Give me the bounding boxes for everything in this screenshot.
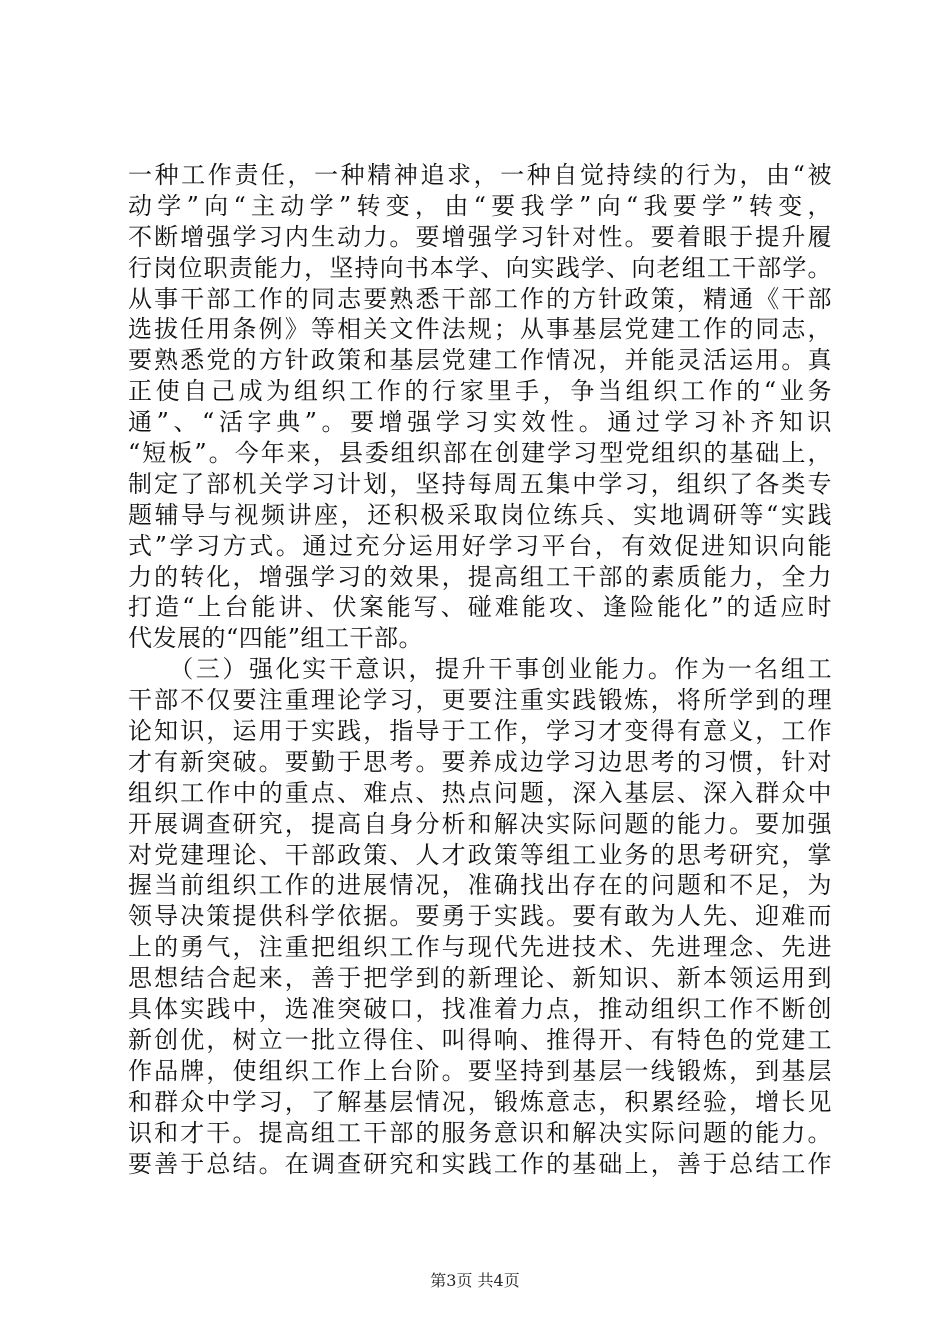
text-line: 干部不仅要注重理论学习，更要注重实践锻炼，将所学到的理 (128, 686, 832, 715)
text-line: （三）强化实干意识，提升干事创业能力。作为一名组工 (128, 655, 832, 684)
text-line: 要熟悉党的方针政策和基层党建工作情况，并能灵活运用。真 (128, 346, 832, 375)
text-line: “短板”。今年来，县委组织部在创建学习型党组织的基础上， (128, 439, 832, 468)
text-line: 新创优，树立一批立得住、叫得响、推得开、有特色的党建工 (128, 1025, 832, 1054)
text-line: 开展调查研究，提高自身分析和解决实际问题的能力。要加强 (128, 809, 832, 838)
text-line: 从事干部工作的同志要熟悉干部工作的方针政策，精通《干部 (128, 284, 832, 313)
text-line: 代发展的“四能”组工干部。 (128, 624, 424, 653)
text-line: 作品牌，使组织工作上台阶。要坚持到基层一线锻炼，到基层 (128, 1056, 832, 1085)
text-line: 力的转化，增强学习的效果，提高组工干部的素质能力，全力 (128, 562, 832, 591)
text-line: 领导决策提供科学依据。要勇于实践。要有敢为人先、迎难而 (128, 902, 832, 931)
text-line: 动学”向“主动学”转变，由“要我学”向“我要学”转变， (128, 191, 832, 220)
text-line: 才有新突破。要勤于思考。要养成边学习边思考的习惯，针对 (128, 747, 832, 776)
text-line: 选拔任用条例》等相关文件法规；从事基层党建工作的同志， (128, 315, 832, 344)
text-line: 上的勇气，注重把组织工作与现代先进技术、先进理念、先进 (128, 933, 832, 962)
text-line: 制定了部机关学习计划，坚持每周五集中学习，组织了各类专 (128, 469, 832, 498)
text-line: 打造“上台能讲、伏案能写、碰难能攻、逢险能化”的适应时 (128, 593, 832, 622)
text-line: 具体实践中，选准突破口，找准着力点，推动组织工作不断创 (128, 995, 832, 1024)
text-line: 要善于总结。在调查研究和实践工作的基础上，善于总结工作 (128, 1149, 832, 1178)
text-line: 组织工作中的重点、难点、热点问题，深入基层、深入群众中 (128, 778, 832, 807)
text-line: 思想结合起来，善于把学到的新理论、新知识、新本领运用到 (128, 964, 832, 993)
text-line: 和群众中学习，了解基层情况，锻炼意志，积累经验，增长见 (128, 1087, 832, 1116)
text-line: 一种工作责任，一种精神追求，一种自觉持续的行为，由“被 (128, 161, 832, 189)
text-line: 不断增强学习内生动力。要增强学习针对性。要着眼于提升履 (128, 222, 832, 251)
page-number-footer: 第3页 共4页 (430, 1271, 520, 1290)
text-line: 识和才干。提高组工干部的服务意识和解决实际问题的能力。 (128, 1118, 832, 1147)
text-line: 论知识，运用于实践，指导于工作，学习才变得有意义，工作 (128, 717, 832, 746)
text-line: 行岗位职责能力，坚持向书本学、向实践学、向老组工干部学。 (128, 253, 832, 282)
text-line: 正使自己成为组织工作的行家里手，争当组织工作的“业务 (128, 377, 832, 406)
text-line: 式”学习方式。通过充分运用好学习平台，有效促进知识向能 (128, 531, 832, 560)
text-line: 题辅导与视频讲座，还积极采取岗位练兵、实地调研等“实践 (128, 500, 832, 529)
text-line: 对党建理论、干部政策、人才政策等组工业务的思考研究，掌 (128, 840, 832, 869)
text-line: 握当前组织工作的进展情况，准确找出存在的问题和不足，为 (128, 871, 832, 900)
body-text (128, 160, 832, 1179)
text-line: 通”、“活字典”。要增强学习实效性。通过学习补齐知识 (128, 408, 832, 437)
